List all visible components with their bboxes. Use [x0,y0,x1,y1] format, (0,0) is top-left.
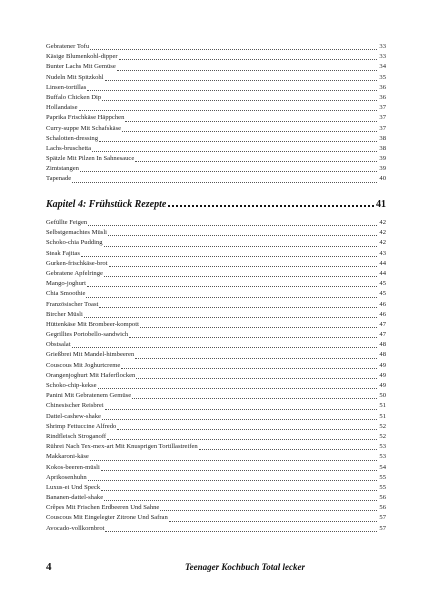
toc-entry-title: Linsen-tortillas [46,83,87,91]
toc-entry[interactable] [46,62,386,72]
toc-entry-title: Dattel-cashew-shake [46,412,101,420]
toc-leader-dots [87,286,377,287]
toc-entry-page: 42 [379,239,386,247]
toc-entry[interactable] [46,513,386,523]
toc-entry-page: 39 [379,155,386,163]
toc-entry-title: Selbstgemachtes Müsli [46,229,107,237]
toc-entry-page: 57 [379,524,386,532]
toc-entry-title: Hüttenkäse Mit Brombeer-kompott [46,320,139,328]
toc-entry-title: Käsige Blumenkohl-dipper [46,53,118,61]
toc-leader-dots [129,337,377,338]
toc-list-section-1 [46,42,386,185]
chapter-leader-dots [168,205,374,207]
toc-entry[interactable] [46,524,386,534]
toc-entry-page: 44 [379,259,386,267]
toc-leader-dots [107,439,377,440]
toc-entry[interactable] [46,174,386,184]
toc-entry-title: Luxus-ei Und Speck [46,483,101,491]
toc-entry-title: Rindfleisch Stroganoff [46,432,107,440]
toc-entry-title: Schalotten-dressing [46,134,99,142]
toc-entry[interactable] [46,310,386,320]
toc-entry[interactable] [46,422,386,432]
toc-entry-page: 51 [379,402,386,410]
toc-entry-page: 49 [379,382,386,389]
toc-entry-title: Gegrilltes Portobello-sandwich [46,331,129,339]
toc-leader-dots [104,246,377,247]
toc-entry-page: 47 [379,320,386,328]
toc-entry-title: Bunter Lachs Mit Gemüse [46,63,116,71]
toc-entry-title: Zimtstangen [46,165,79,173]
toc-leader-dots [121,368,377,369]
toc-entry-title: Hollandaise [46,104,78,112]
toc-entry[interactable] [46,42,386,52]
footer-book-title: Teenager Kochbuch Total lecker [184,562,306,572]
toc-entry-title: Buffalo Chicken Dip [46,93,102,101]
chapter-page-number: 41 [376,199,386,210]
toc-entry-page: 42 [379,229,386,237]
toc-entry-title: Avocado-vollkornbrot [46,524,105,532]
toc-entry[interactable] [46,483,386,493]
toc-leader-dots [86,297,377,298]
toc-leader-dots [105,531,377,532]
toc-list-section-2 [46,218,386,534]
toc-entry[interactable] [46,228,386,238]
toc-entry-title: Gebratene Apfelringe [46,269,103,277]
toc-leader-dots [109,266,377,267]
toc-entry-page: 37 [379,114,386,122]
toc-entry[interactable] [46,259,386,269]
toc-entry-page: 53 [379,443,386,451]
toc-entry[interactable] [46,473,386,483]
toc-leader-dots [72,182,377,183]
toc-entry-title: Gefüllte Feigen [46,219,88,226]
toc-entry-page: 50 [379,392,386,400]
toc-leader-dots [105,409,377,410]
toc-entry-page: 51 [379,412,386,420]
toc-entry[interactable] [46,452,386,462]
toc-leader-dots [87,90,377,91]
toc-entry-page: 55 [379,483,386,491]
toc-entry-title: Panini Mit Gebratenem Gemüse [46,392,132,400]
toc-entry-title: Kokos-beeren-müsli [46,463,100,471]
toc-entry-title: Shrimp Fettuccine Alfredo [46,422,117,430]
toc-entry-page: 46 [379,300,386,308]
toc-entry-page: 47 [379,331,386,339]
toc-entry[interactable] [46,381,386,391]
toc-entry-title: Rührei Nach Tex-mex-art Mit Knusprigen Tortillastreifen [46,443,198,451]
toc-leader-dots [199,449,377,450]
toc-leader-dots [132,398,377,399]
toc-leader-dots [135,161,377,162]
toc-leader-dots [104,500,377,501]
toc-leader-dots [125,121,377,122]
toc-entry-page: 42 [379,219,386,226]
toc-entry[interactable] [46,401,386,411]
toc-leader-dots [99,141,377,142]
footer-page-number: 4 [46,561,52,573]
toc-entry[interactable] [46,154,386,164]
toc-entry-page: 45 [379,280,386,288]
toc-entry-page: 33 [379,53,386,61]
toc-leader-dots [101,490,377,491]
toc-leader-dots [169,521,377,522]
toc-entry-page: 52 [379,422,386,430]
toc-leader-dots [101,470,377,471]
toc-entry[interactable] [46,442,386,452]
toc-entry[interactable] [46,391,386,401]
toc-entry-title: Tapenade [46,175,72,183]
toc-entry-page: 38 [379,144,386,152]
toc-entry-title: Nudeln Mit Spitzkohl [46,73,104,81]
chapter-heading [46,199,386,210]
toc-entry-title: Bircher Müsli [46,310,83,318]
toc-entry-page: 35 [379,73,386,81]
toc-entry-title: Gebratener Tofu [46,43,90,50]
toc-entry[interactable] [46,371,386,381]
toc-entry[interactable] [46,134,386,144]
toc-entry[interactable] [46,340,386,350]
toc-leader-dots [135,358,377,359]
toc-leader-dots [84,317,377,318]
toc-entry-title: Couscous Mit Eingelegter Zitrone Und Safran [46,514,168,522]
toc-leader-dots [88,225,377,226]
toc-entry-title: Schoko-chip-kekse [46,382,97,389]
chapter-title: Kapitel 4: Frühstück Rezepte [46,199,167,210]
toc-entry-title: Lachs-bruschetta [46,144,92,152]
toc-leader-dots [102,100,377,101]
toc-entry[interactable] [46,218,386,228]
toc-leader-dots [160,510,377,511]
toc-entry[interactable] [46,361,386,371]
toc-entry-title: Chia Smoothie [46,290,86,298]
toc-entry[interactable] [46,269,386,279]
toc-entry[interactable] [46,463,386,473]
toc-leader-dots [122,131,377,132]
toc-entry-page: 55 [379,473,386,481]
toc-entry-title: Spätzle Mit Pilzen In Sahnesauce [46,155,135,163]
toc-leader-dots [104,276,377,277]
toc-entry-title: Paprika Frischkäse Häppchen [46,114,125,122]
toc-entry-title: Steak Fajitas [46,249,80,257]
toc-entry[interactable] [46,103,386,113]
toc-leader-dots [140,327,377,328]
toc-leader-dots [81,256,377,257]
toc-leader-dots [117,70,377,71]
toc-entry-title: Gurken-frischkäse-brot [46,259,108,267]
toc-entry-page: 57 [379,514,386,522]
toc-leader-dots [108,235,377,236]
toc-entry-page: 44 [379,269,386,277]
toc-entry-page: 54 [379,463,386,471]
toc-entry[interactable] [46,300,386,310]
toc-leader-dots [92,151,377,152]
toc-entry-page: 56 [379,494,386,502]
toc-leader-dots [136,378,377,379]
toc-leader-dots [102,419,377,420]
toc-leader-dots [80,171,377,172]
toc-entry[interactable] [46,289,386,299]
toc-entry-title: Couscous Mit Joghurtcreme [46,361,121,369]
toc-entry-title: Chinesischer Reisbrei [46,402,104,410]
toc-entry-page: 46 [379,310,386,318]
toc-leader-dots [99,307,377,308]
toc-entry-page: 40 [379,175,386,183]
toc-entry-page: 48 [379,341,386,349]
toc-entry-title: Schoko-chia Pudding [46,239,103,247]
toc-entry[interactable] [46,83,386,93]
toc-entry-title: Bananen-dattel-shake [46,494,104,502]
toc-entry-title: Französischer Toast [46,300,99,308]
toc-entry-title: Orangenjoghurt Mit Haferflocken [46,371,136,379]
toc-entry-page: 36 [379,83,386,91]
toc-leader-dots [88,480,377,481]
toc-entry-page: 37 [379,104,386,112]
toc-entry-title: Makkaroni-käse [46,453,89,461]
toc-entry-page: 34 [379,63,386,71]
toc-entry-page: 45 [379,290,386,298]
toc-leader-dots [90,460,377,461]
toc-entry-page: 53 [379,453,386,461]
toc-entry-page: 49 [379,361,386,369]
toc-entry-page: 49 [379,371,386,379]
toc-entry[interactable] [46,113,386,123]
toc-entry[interactable] [46,249,386,259]
toc-entry-title: Grießbrei Mit Mandel-himbeeren [46,351,135,359]
toc-entry[interactable] [46,493,386,503]
toc-entry[interactable] [46,238,386,248]
toc-entry-page: 43 [379,249,386,257]
toc-leader-dots [90,49,377,50]
toc-entry[interactable] [46,279,386,289]
toc-entry-page: 33 [379,43,386,50]
toc-entry[interactable] [46,350,386,360]
toc-entry[interactable] [46,503,386,513]
toc-leader-dots [117,429,377,430]
toc-leader-dots [72,347,377,348]
toc-entry-page: 39 [379,165,386,173]
toc-leader-dots [105,80,377,81]
toc-entry[interactable] [46,320,386,330]
toc-leader-dots [98,388,377,389]
toc-entry-page: 37 [379,124,386,132]
toc-entry-title: Mango-joghurt [46,280,86,288]
toc-leader-dots [79,110,378,111]
toc-entry[interactable] [46,412,386,422]
toc-entry[interactable] [46,330,386,340]
toc-entry-title: Curry-suppe Mit Schafskäse [46,124,122,132]
toc-entry[interactable] [46,93,386,103]
toc-entry-page: 38 [379,134,386,142]
toc-entry-title: Obstsalat [46,341,71,349]
toc-entry[interactable] [46,124,386,134]
toc-entry-title: Aprikosenhuhn [46,473,87,481]
toc-entry-title: Crêpes Mit Frischen Erdbeeren Und Sahne [46,504,160,512]
toc-entry[interactable] [46,164,386,174]
toc-entry-page: 56 [379,504,386,512]
toc-entry[interactable] [46,73,386,83]
toc-entry-page: 48 [379,351,386,359]
toc-entry[interactable] [46,432,386,442]
toc-entry[interactable] [46,144,386,154]
toc-entry[interactable] [46,52,386,62]
toc-entry-page: 52 [379,432,386,440]
toc-entry-page: 36 [379,93,386,101]
toc-leader-dots [119,59,377,60]
